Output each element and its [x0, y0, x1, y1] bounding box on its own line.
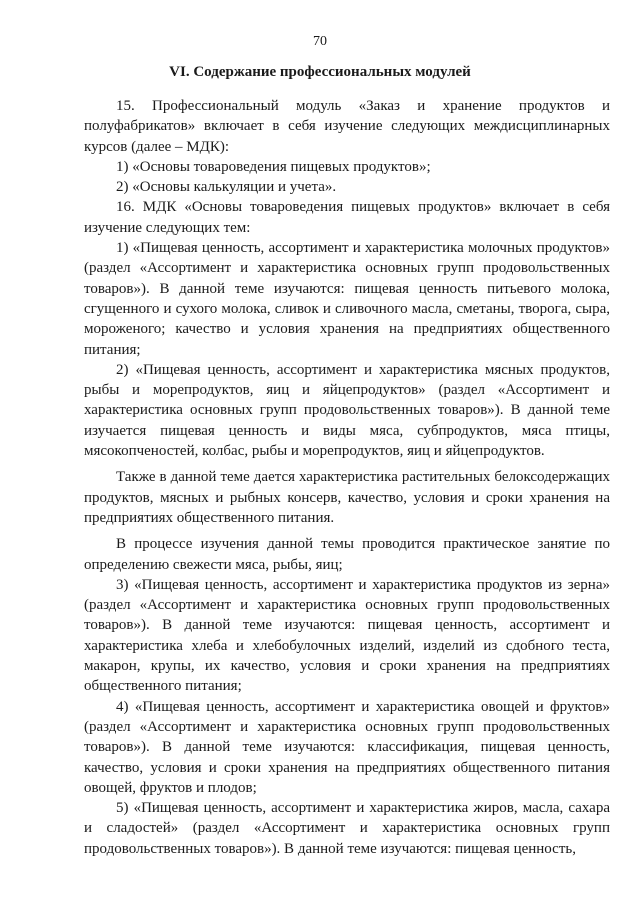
topic-2-continued: Также в данной теме дается характеристика растительных белоксодержащих продуктов, мясных и рыбных консерв, качество, условия и сроки хранения на предприятиях общественного питания.	[84, 469, 610, 526]
topic-1: 1) «Пищевая ценность, ассортимент и характеристика молочных продуктов» (раздел «Ассортимент и характеристика основных групп продовольственных товаров»). В данной теме изучаются: пищевая ценность питьевого молока, сгущенного и сухого молока, сливок и сливочного масла, сметаны, творога, сыра, мороженого; качество и условия хранения на предприятиях общественного питания;	[84, 240, 610, 358]
paragraph-16: 16. МДК «Основы товароведения пищевых продуктов» включает в себя изучение следующих тем:	[84, 199, 610, 236]
paragraph-15: 15. Профессиональный модуль «Заказ и хранение продуктов и полуфабрикатов» включает в себя изучение следующих междисциплинарных курсов (далее – МДК):	[84, 98, 610, 155]
topic-3: 3) «Пищевая ценность, ассортимент и характеристика продуктов из зерна» (раздел «Ассортимент и характеристика основных групп продовольственных товаров»). В данной теме изучаются: пищевая ценность, ассортимент и характеристика хлеба и хлебобулочных изделий, изделий из сдобного теста, макарон, крупы, их качество, условия и сроки хранения на предприятиях общественного питания;	[84, 576, 610, 695]
section-heading: VI. Содержание профессиональных модулей	[169, 64, 471, 80]
list-item-1: 1) «Основы товароведения пищевых продуктов»;	[116, 158, 431, 175]
topic-2: 2) «Пищевая ценность, ассортимент и характеристика мясных продуктов, рыбы и морепродуктов, яиц и яйцепродуктов» (раздел «Ассортимент и характеристика основных групп продовольственных товаров»). В данной теме изучается пищевая ценность и виды мяса, субпродуктов, мяса птицы, мясокопченостей, колбас, рыбы и морепродуктов, яиц и яйцепродуктов.	[84, 361, 610, 460]
body-text	[84, 96, 610, 859]
practical-lesson: В процессе изучения данной темы проводится практическое занятие по определению свежести мяса, рыбы, яиц;	[84, 536, 610, 573]
topic-5: 5) «Пищевая ценность, ассортимент и характеристика жиров, масла, сахара и сладостей» (раздел «Ассортимент и характеристика основных групп продовольственных товаров»). В данной теме изучаются: пищевая ценность,	[84, 800, 610, 857]
list-item-2: 2) «Основы калькуляции и учета».	[116, 179, 337, 196]
page-number: 70	[313, 34, 327, 49]
topic-4: 4) «Пищевая ценность, ассортимент и характеристика овощей и фруктов» (раздел «Ассортимент и характеристика основных групп продовольственных товаров»). В данной теме изучаются: классификация, пищевая ценность, качество, условия и сроки хранения на предприятиях общественного питания овощей, фруктов и плодов;	[84, 698, 610, 796]
